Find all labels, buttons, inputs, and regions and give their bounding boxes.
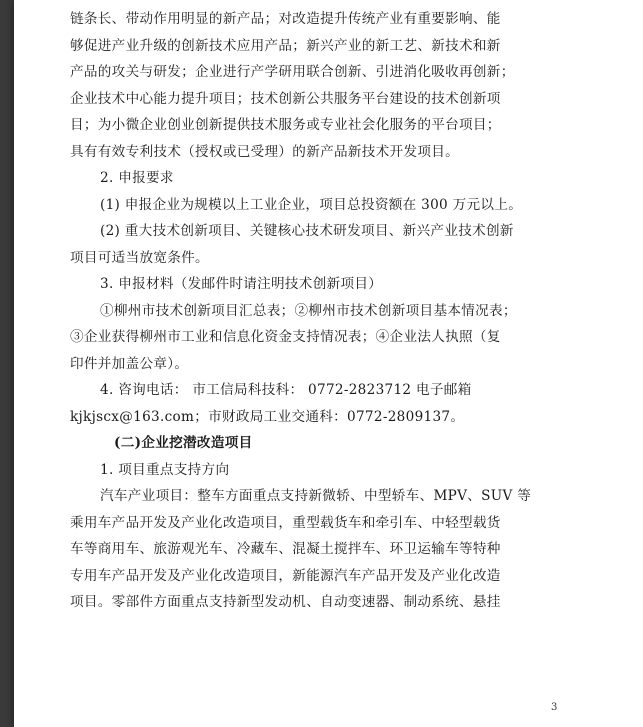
text-line: 链条长、带动作用明显的新产品；对改造提升传统产业有重要影响、能	[70, 11, 501, 27]
document-body	[70, 6, 558, 616]
text-line: 项目可适当放宽条件。	[70, 249, 209, 266]
text-line: 印件并加盖公章）。	[70, 355, 189, 372]
section-heading: 2. 申报要求	[100, 170, 174, 186]
section-heading: 3. 申报材料（发邮件时请注明技术创新项目）	[100, 276, 383, 292]
text-line: (1) 申报企业为规模以上工业企业，项目总投资额在 300 万元以上。	[100, 196, 523, 213]
section-heading: 1. 项目重点支持方向	[100, 461, 230, 478]
text-line: 4. 咨询电话： 市工信局科技科： 0772-2823712 电子邮箱	[100, 382, 472, 398]
text-line: (2) 重大技术创新项目、关键核心技术研发项目、新兴产业技术创新	[100, 223, 514, 239]
section-heading: (二)企业挖潜改造项目	[114, 435, 253, 451]
page-number: 3	[551, 702, 558, 713]
text-line: 专用车产品开发及产业化改造项目，新能源汽车产品开发及产业化改造	[70, 567, 501, 584]
text-line: 项目。零部件方面重点支持新型发动机、自动变速器、制动系统、悬挂	[70, 594, 501, 610]
text-line: 具有有效专利技术（授权或已受理）的新产品新技术开发项目。	[70, 143, 460, 160]
text-line: 产品的攻关与研发；企业进行产学研用联合创新、引进消化吸收再创新；	[70, 64, 515, 80]
text-line: 汽车产业项目：整车方面重点支持新微轿、中型轿车、MPV、SUV 等	[100, 488, 532, 504]
email-text: kjkjscx@163.com；市财政局工业交通科：0772-2809137。	[70, 408, 465, 425]
text-line: 目；为小微企业创业创新提供技术服务或专业社会化服务的平台项目；	[70, 117, 501, 133]
text-line: ③企业获得柳州市工业和信息化资金支持情况表；④企业法人执照（复	[70, 329, 501, 345]
document-page	[14, 0, 643, 727]
text-line: ①柳州市技术创新项目汇总表；②柳州市技术创新项目基本情况表；	[100, 302, 517, 319]
text-line: 车等商用车、旅游观光车、冷藏车、混凝土搅拌车、环卫运输车等特种	[70, 541, 501, 557]
text-line: 乘用车产品开发及产业化改造项目，重型载货车和牵引车、中轻型载货	[70, 514, 501, 531]
text-line: 企业技术中心能力提升项目；技术创新公共服务平台建设的技术创新项	[70, 90, 501, 107]
text-line: 够促进产业升级的创新技术应用产品；新兴产业的新工艺、新技术和新	[70, 37, 501, 54]
